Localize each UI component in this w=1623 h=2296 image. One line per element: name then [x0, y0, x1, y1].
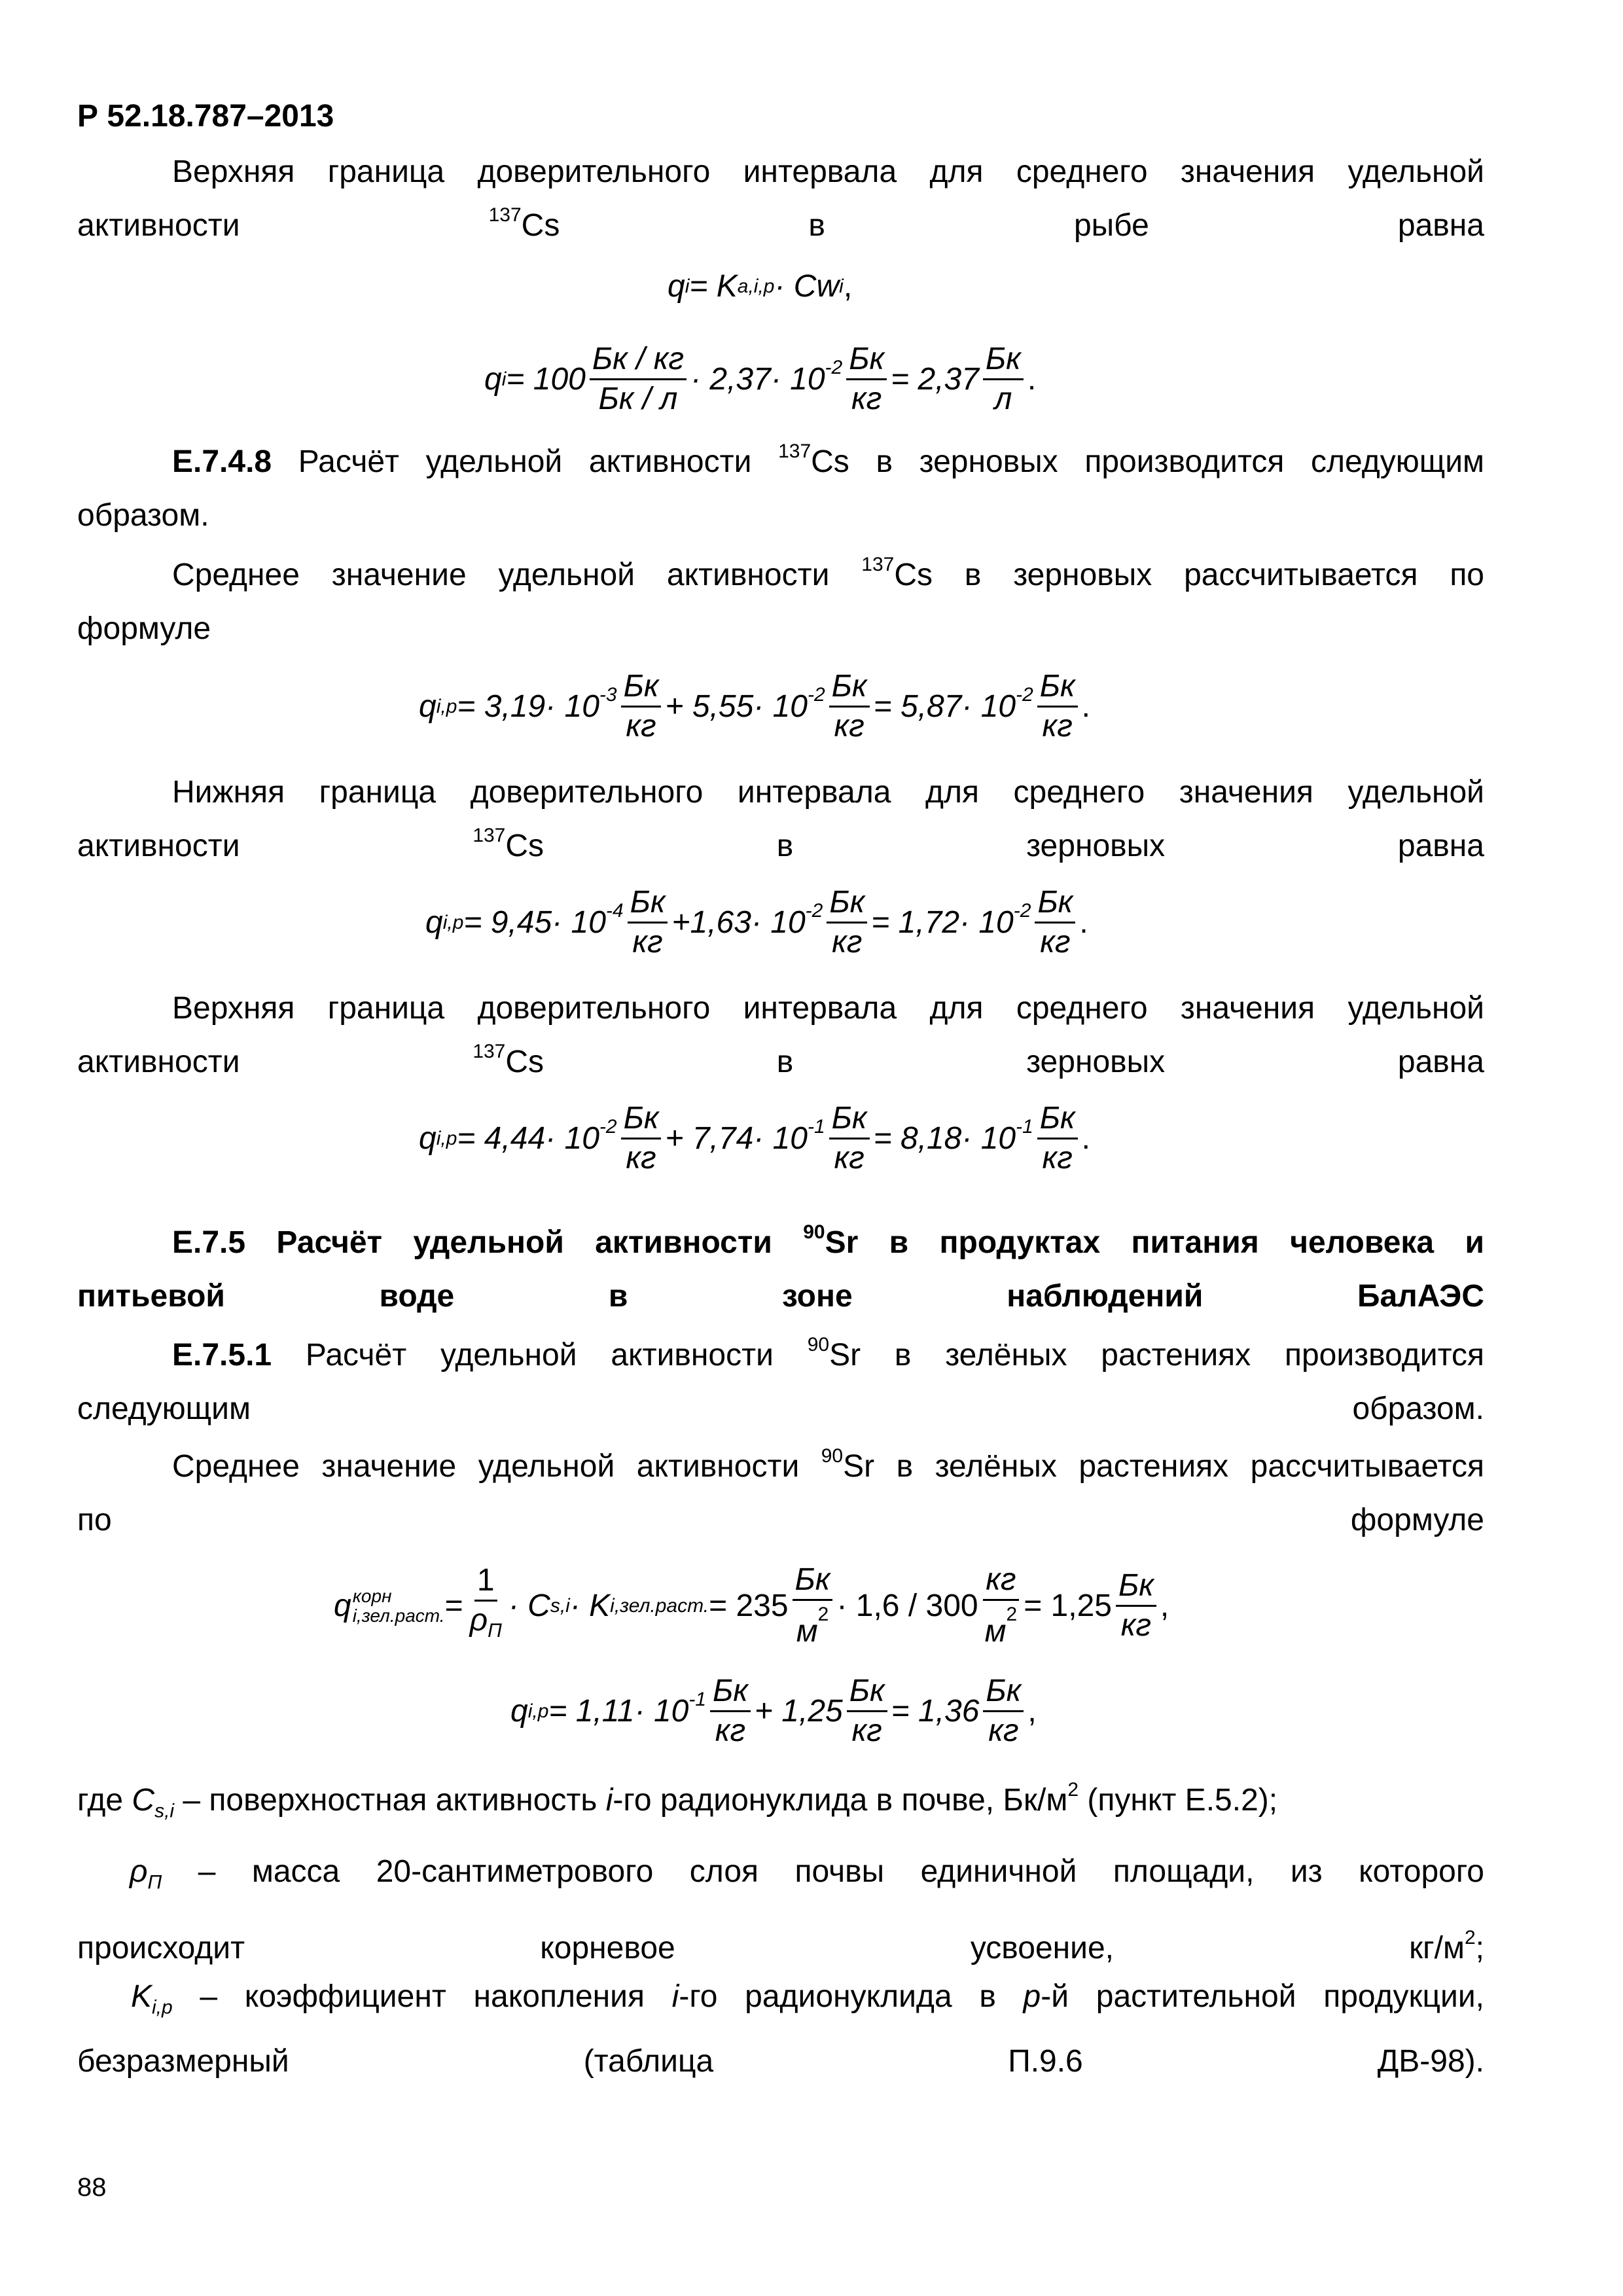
- paragraph-e748: Е.7.4.8 Расчёт удельной активности $^{137}$Cs в зерновых производится следующим образом.: [77, 440, 1485, 533]
- formula-green-total: q i,p = 1,11· 10 -1 $\frac{Бк}{кг}$ + 1,25 $\frac{Бк}{кг}$ = 1,36 $\frac{Бк}{кг}$ ,: [510, 1674, 1037, 1748]
- formula-q-i-value: q i = 100 $\frac{Бк / кг}{Бк / л}$ · 2,37· 10 -2 $\frac{Бк}{кг}$ = 2,37 $\frac{Бк}{л}$ .: [484, 342, 1037, 416]
- section-heading-e75: Е.7.5 Расчёт удельной активности $^{90}$Sr в продуктах питания человека и питьевой воде в зоне наблюдений БалАЭС: [77, 1221, 1484, 1314]
- paragraph-mean-grain: Среднее значение удельной активности $^{137}$Cs в зерновых рассчитывается по формуле: [77, 554, 1484, 646]
- paragraph-e7511: Е.7.5.1 Расчёт удельной активности $^{90}$Sr в зелёных растениях производится следующим образом.: [77, 1334, 1485, 1426]
- paragraph-lower-bound-grain: Нижняя граница доверительного интервала для среднего значения удельной активности $^{137}$Cs в зерновых равна: [77, 775, 1485, 863]
- definition-cs: где $C_{s,i}$ – поверхностная активность i-го радионуклида в почве, $Бк/м^2$ (пункт Е.5.2);: [77, 1779, 1278, 1822]
- definition-rho: $\rho_П$ – масса 20-сантиметрового слоя почвы единичной площади, из которого происходит корневое усвоение, $кг/м^2$;: [77, 1854, 1484, 1965]
- paragraph-mean-green: Среднее значение удельной активности $^{90}$Sr в зелёных растениях рассчитывается по формуле: [77, 1445, 1484, 1537]
- definition-k: $K_{i,p}$ – коэффициент накопления i-го радионуклида в p-й растительной продукции, безразмерный (таблица П.9.6 ДВ-98).: [77, 1979, 1484, 2079]
- formula-root-uptake: q корн i,зел.раст. = $\frac{1}{\rho_П}$ · C s,i · K i,зел.раст. = 235 $\frac{Бк}{м^2}$ · 1,6 / 300 $\frac{кг}{м^2}$ = 1,25 $\frac{Бк}{кг}$ ,: [334, 1562, 1169, 1649]
- formula-grain-upper: q i,p = 4,44· 10 -2 $\frac{Бк}{кг}$ + 7,74· 10 -1 $\frac{Бк}{кг}$ = 8,18· 10 -1 $\frac{Бк}{кг}$ .: [419, 1101, 1091, 1175]
- formula-grain-mean: q i,p = 3,19· 10 -3 $\frac{Бк}{кг}$ + 5,55· 10 -2 $\frac{Бк}{кг}$ = 5,87· 10 -2 $\frac{Бк}{кг}$ .: [419, 669, 1091, 744]
- page-number: 88: [77, 2173, 107, 2202]
- paragraph-upper-bound-grain: Верхняя граница доверительного интервала для среднего значения удельной активности $^{137}$Cs в зерновых равна: [77, 991, 1485, 1079]
- document-number: Р 52.18.787–2013: [77, 99, 334, 134]
- formula-q-i: q i = K a,i,p · Cw i ,: [668, 269, 853, 304]
- formula-grain-lower: q i,p = 9,45· 10 -4 $\frac{Бк}{кг}$ +1,63· 10 -2 $\frac{Бк}{кг}$ = 1,72· 10 -2 $\frac{Бк}{кг}$ .: [425, 885, 1088, 960]
- paragraph-upper-bound-fish: Верхняя граница доверительного интервала для среднего значения удельной активности $^{137}$Cs в рыбе равна: [77, 154, 1484, 243]
